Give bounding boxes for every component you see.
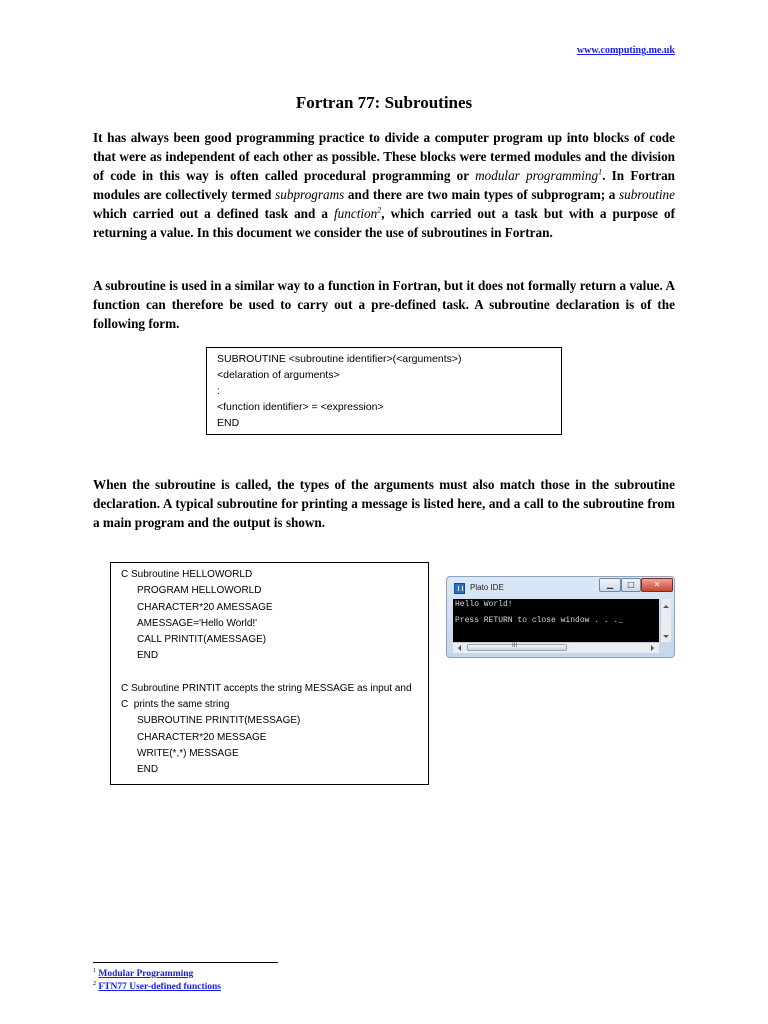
window-titlebar[interactable] — [447, 577, 674, 599]
footnote-number: 2 — [93, 981, 96, 987]
code-line: C Subroutine PRINTIT accepts the string MESSAGE as input and — [121, 682, 412, 694]
footnote-2 — [93, 981, 221, 992]
plato-ide-window — [446, 576, 675, 658]
minimize-button[interactable]: ▁ — [599, 578, 621, 592]
maximize-button[interactable]: □ — [621, 578, 641, 592]
code-line: C Subroutine HELLOWORLD — [121, 569, 253, 580]
code-line: PROGRAM HELLOWORLD — [137, 585, 262, 597]
footnote-link-ftn77-functions[interactable]: FTN77 User-defined functions — [98, 982, 221, 993]
site-link[interactable]: www.computing.me.uk — [576, 45, 675, 56]
code-line: CALL PRINTIT(AMESSAGE) — [137, 634, 267, 646]
term-function: function — [334, 206, 378, 221]
declaration-line: SUBROUTINE <subroutine identifier>(<arguments>) — [217, 353, 462, 365]
code-line: CHARACTER*20 MESSAGE — [137, 731, 267, 743]
intro-paragraph: It has always been good programming practice to divide a computer program up into blocks of code that were as independent of each other as possible. These blocks were termed modules and the division of code in this way is often called procedural programming or modular programming$^1$. In Fortran modules are collectively termed subprograms and there are two main types of subprogram; a subroutine which carried out a defined task and a function$^2$, which carried out a task but with a purpose of returning a value. In this document we consider the use of subroutines in Fortran. — [93, 130, 675, 240]
term-modular-programming: modular programming — [475, 168, 599, 183]
code-line: END — [137, 650, 159, 662]
code-line: END — [137, 764, 159, 776]
code-listing-box — [110, 562, 429, 785]
declaration-line: <function identifier> = <expression> — [217, 401, 384, 413]
plato-app-icon — [454, 583, 465, 594]
close-button[interactable]: ✕ — [641, 578, 673, 592]
footnote-number: 1 — [93, 968, 96, 974]
declaration-line: END — [217, 417, 240, 429]
code-line: WRITE(*,*) MESSAGE — [137, 747, 239, 759]
subroutine-paragraph: A subroutine is used in a similar way to a function in Fortran, but it does not formally return a value. A function can therefore be used to carry out a pre-defined task. A subroutine declaration is of the following form. — [93, 278, 675, 331]
window-title: Plato IDE — [470, 583, 504, 592]
call-paragraph: When the subroutine is called, the types of the arguments must also match those in the subroutine declaration. A typical subroutine for printing a message is listed here, and a call to the subroutine from a main program and the output is shown. — [93, 477, 675, 530]
footnote-ref-1[interactable]: 1 — [598, 167, 603, 177]
scroll-right-icon[interactable] — [651, 645, 657, 651]
horizontal-scrollbar[interactable] — [453, 642, 659, 653]
console-line: Hello World! — [455, 600, 513, 609]
scroll-left-icon[interactable] — [455, 645, 461, 651]
term-subprograms: subprograms — [275, 187, 345, 202]
declaration-line: : — [217, 385, 220, 397]
declaration-box — [206, 347, 562, 435]
page-title: Fortran 77: Subroutines — [295, 93, 473, 112]
code-line: C prints the same string — [121, 699, 230, 711]
footnote-link-modular-programming[interactable]: Modular Programming — [98, 969, 194, 980]
footnote-1 — [93, 968, 193, 979]
console-line: Press RETURN to close window . . ._ — [455, 616, 624, 625]
code-line: AMESSAGE='Hello World!' — [137, 617, 258, 629]
footnote-ref-2[interactable]: 2 — [377, 205, 382, 215]
vertical-scrollbar[interactable] — [660, 599, 671, 642]
scroll-thumb[interactable] — [467, 644, 567, 651]
footnote-divider — [93, 962, 278, 963]
console-output[interactable] — [453, 599, 659, 642]
grip-icon: III — [512, 642, 518, 649]
code-line: SUBROUTINE PRINTIT(MESSAGE) — [137, 715, 301, 727]
declaration-line: <delaration of arguments> — [217, 369, 340, 381]
term-subroutine: subroutine — [619, 187, 675, 202]
code-line: CHARACTER*20 AMESSAGE — [137, 601, 273, 613]
